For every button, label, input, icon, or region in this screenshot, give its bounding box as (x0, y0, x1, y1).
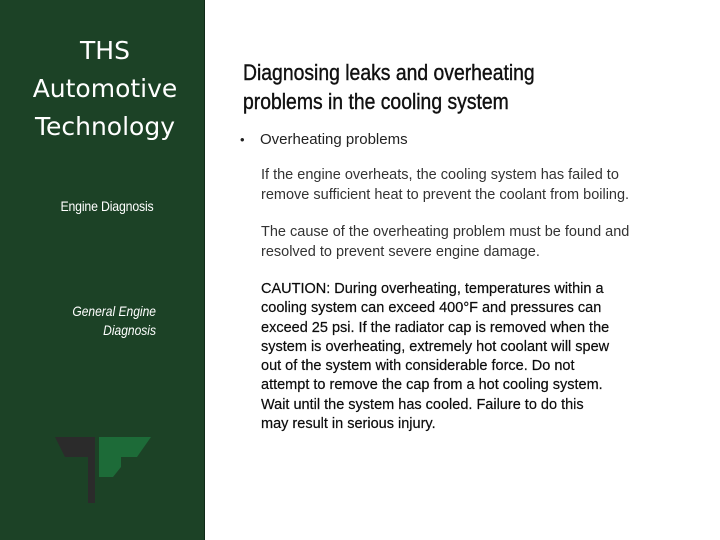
paragraph-line: The cause of the overheating problem must be found and (261, 224, 630, 240)
caution-line: attempt to remove the cap from a hot cooling system. (261, 377, 603, 394)
paragraph-line: resolved to prevent severe engine damage. (261, 243, 540, 260)
section-label: Engine Diagnosis (60, 198, 154, 214)
caution-line: exceed 25 psi. If the radiator cap is removed when the (261, 319, 610, 336)
subsection-line: Diagnosis (103, 322, 156, 338)
brand-line: Technology (34, 112, 176, 141)
logo-dark-shape (55, 437, 95, 503)
bullet-marker: • (240, 132, 245, 147)
caution-line: Wait until the system has cooled. Failure to do this (261, 396, 584, 413)
paragraph-line: If the engine overheats, the cooling system has failed to (261, 167, 619, 183)
subsection-label (48, 302, 156, 340)
paragraph-line: remove sufficient heat to prevent the coolant from boiling. (261, 186, 630, 203)
brand-line: THS (80, 36, 130, 65)
title-line: Diagnosing leaks and overheating (243, 60, 535, 85)
caution-line: cooling system can exceed 400°F and pressures can (261, 300, 602, 317)
caution-line: may result in serious injury. (261, 416, 436, 433)
paragraph (261, 166, 681, 205)
brand-line: Automotive (32, 74, 178, 103)
bullet-item (240, 130, 690, 150)
paragraph (261, 223, 681, 262)
slide-title (243, 58, 621, 116)
brand-title (0, 32, 210, 146)
title-line: problems in the cooling system (243, 89, 509, 114)
caution-line: CAUTION: During overheating, temperatures within a (261, 281, 604, 297)
sidebar-panel (0, 0, 205, 540)
ths-logo-icon (55, 437, 151, 503)
bullet-text: Overheating problems (260, 131, 408, 148)
caution-line: system is overheating, extremely hot coolant will spew (261, 338, 610, 355)
subsection-line: General Engine (72, 303, 156, 319)
logo-green-shape (99, 437, 151, 477)
caution-paragraph (261, 280, 681, 434)
caution-line: out of the system with considerable force. Do not (261, 358, 575, 375)
